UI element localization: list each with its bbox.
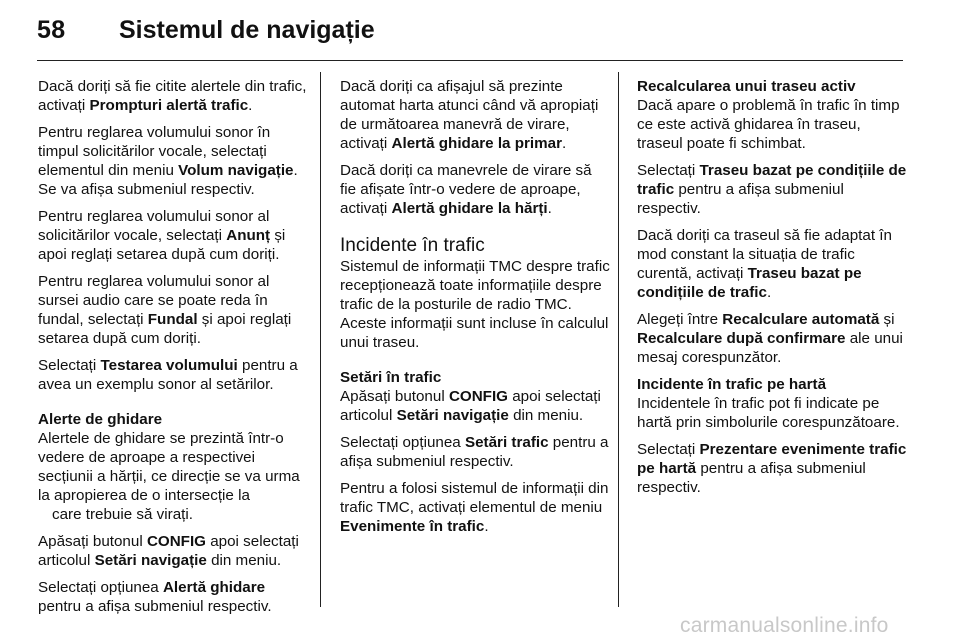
page-title: Sistemul de navigație (119, 16, 375, 44)
menu-term: Recalculare automată (722, 311, 880, 328)
paragraph: Apăsați butonul CONFIG apoi selectați articolul Setări navigație din meniu. (340, 388, 601, 424)
menu-term: Alertă ghidare la primar (391, 135, 562, 152)
paragraph: Dacă doriți ca manevrele de virare să fie afișate într-o vedere de aproape, activați Alertă ghidare la hărți. (340, 162, 592, 217)
paragraph: Selectați Traseu bazat pe condițiile de trafic pentru a afișa submeniul respectiv. (637, 162, 907, 217)
menu-term: Setări navigație (396, 407, 509, 424)
menu-term: Anunț (226, 227, 271, 244)
paragraph: Dacă doriți ca afișajul să prezinte automat harta atunci când vă apropiați de următoarea manevră de virare, activați Alertă ghidare la primar. (340, 78, 599, 152)
subsection-alerts (38, 410, 308, 524)
paragraph: Dacă apare o problemă în trafic în timp ce este activă ghidarea în traseu, traseul poate fi schimbat. (637, 97, 900, 152)
menu-term: Recalculare după confirmare (637, 330, 846, 347)
menu-term: CONFIG (448, 388, 508, 405)
paragraph: Alertele de ghidare se prezintă într-o vedere de aproape a respectivei secțiunii a hărții, ce direcție se va urma la apropierea de o intersecție la care trebuie să virați. (38, 430, 300, 523)
subsection-title: Alerte de ghidare (38, 411, 163, 428)
subsection-recalculation (637, 77, 907, 153)
menu-term: Alertă ghidare (162, 579, 266, 596)
paragraph: Apăsați butonul CONFIG apoi selectați articolul Setări navigație din meniu. (38, 533, 299, 569)
column-2 (340, 77, 610, 544)
paragraph: Pentru reglarea volumului sonor în timpul solicitărilor vocale, selectați elementul din meniu Volum navigație. Se va afișa submeniul respectiv. (38, 124, 298, 198)
menu-term: Alertă ghidare la hărți (391, 200, 548, 217)
menu-term: Traseu bazat pe condițiile de trafic (637, 162, 907, 198)
menu-term: Prompturi alertă trafic (89, 97, 249, 114)
watermark: carmanualsonline.info (680, 614, 889, 637)
menu-term: Fundal (147, 311, 198, 328)
column-divider-2 (618, 72, 619, 607)
subsection-map-incidents (637, 375, 907, 432)
paragraph: Selectați Prezentare evenimente trafic pe hartă pentru a afișa submeniul respectiv. (637, 441, 907, 496)
menu-term: Setări navigație (94, 552, 207, 569)
column-3 (637, 77, 907, 505)
paragraph: Sistemul de informații TMC despre trafic recepționează toate informațiile despre trafic de la posturile de radio TMC. Aceste informații sunt incluse în calculul unui traseu. (340, 258, 610, 351)
paragraph: Dacă doriți ca traseul să fie adaptat în mod constant la situația de trafic curentă, activați Traseu bazat pe condițiile de trafic. (637, 227, 892, 301)
subsection-title: Recalcularea unui traseu activ (637, 78, 856, 95)
menu-term: Testarea volumului (100, 357, 238, 374)
menu-term: Traseu bazat pe condițiile de trafic (637, 265, 862, 301)
page-header (0, 0, 960, 62)
header-rule (37, 60, 903, 61)
page-number: 58 (37, 16, 66, 44)
paragraph: Pentru reglarea volumului sonor al sursei audio care se poate reda în fundal, selectați Fundal și apoi reglați setarea după cum doriți. (38, 273, 292, 347)
column-divider-1 (320, 72, 321, 607)
menu-term: Setări trafic (464, 434, 549, 451)
subsection-traffic-settings (340, 368, 610, 425)
paragraph: Selectați opțiunea Alertă ghidare pentru a afișa submeniul respectiv. (38, 579, 272, 615)
section-title: Incidente în trafic (340, 235, 485, 256)
subsection-title: Incidente în trafic pe hartă (637, 376, 827, 393)
subsection-title: Setări în trafic (340, 369, 442, 386)
menu-term: Prezentare evenimente trafic pe hartă (637, 441, 907, 477)
paragraph: Alegeți între Recalculare automată și Recalculare după confirmare ale unui mesaj corespunzător. (637, 311, 903, 366)
column-1 (38, 77, 308, 624)
paragraph: Dacă doriți să fie citite alertele din trafic, activați Prompturi alertă trafic. (38, 78, 307, 114)
menu-term: Evenimente în trafic (340, 518, 485, 535)
menu-term: CONFIG (146, 533, 206, 550)
paragraph: Incidentele în trafic pot fi indicate pe hartă prin simbolurile corespunzătoare. (637, 395, 900, 431)
paragraph: Pentru reglarea volumului sonor al solicitărilor vocale, selectați Anunț și apoi reglați setarea după cum doriți. (38, 208, 286, 263)
menu-term: Volum navigație (178, 162, 294, 179)
paragraph: Pentru a folosi sistemul de informații din trafic TMC, activați elementul de meniu Evenimente în trafic. (340, 480, 609, 535)
paragraph: Selectați Testarea volumului pentru a avea un exemplu sonor al setărilor. (38, 357, 298, 393)
paragraph: Selectați opțiunea Setări trafic pentru a afișa submeniul respectiv. (340, 434, 609, 470)
